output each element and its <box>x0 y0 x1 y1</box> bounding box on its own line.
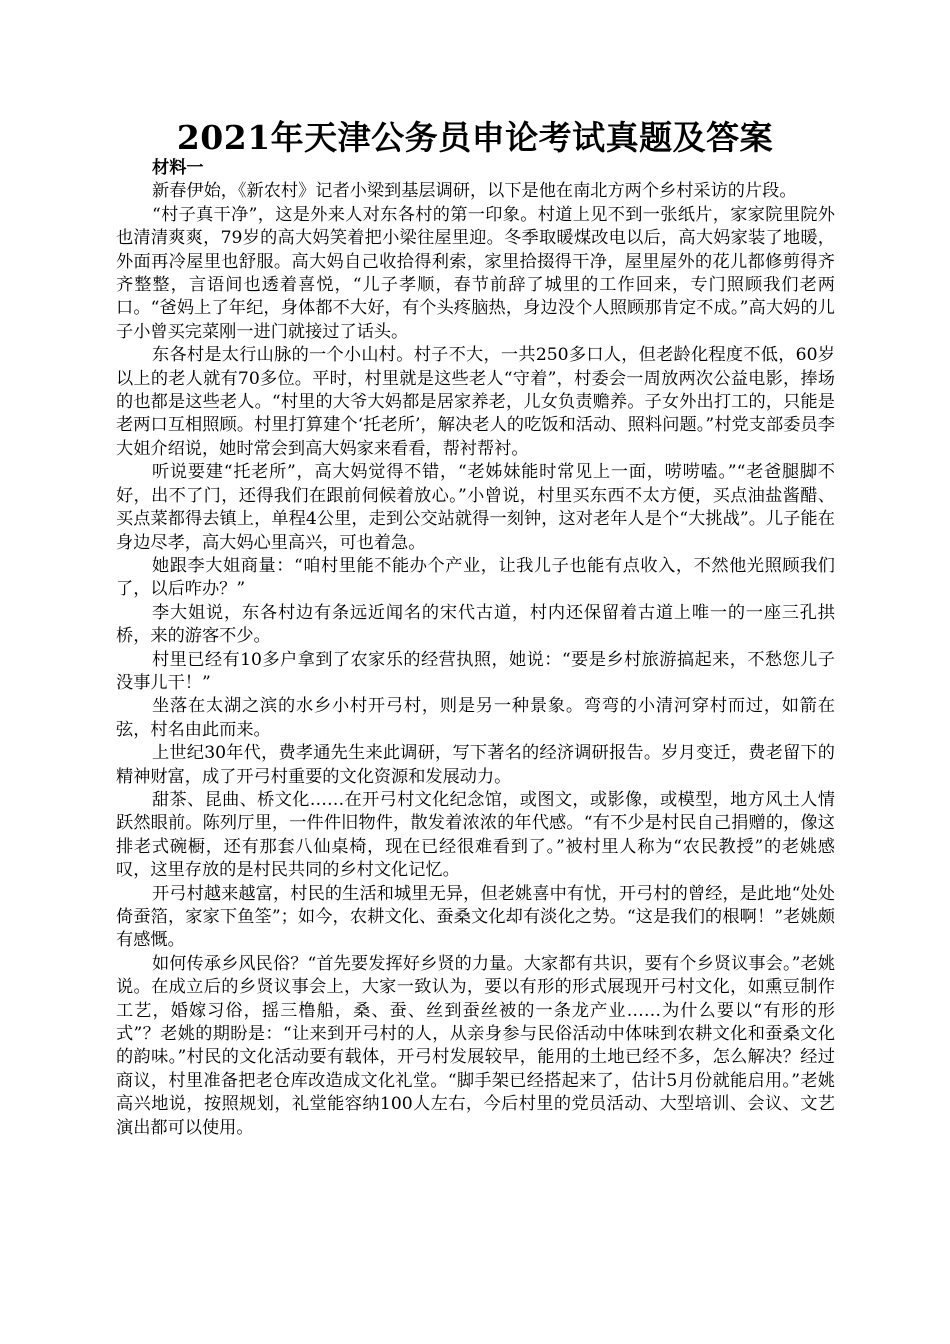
section-heading: 材料一 <box>152 158 204 178</box>
paragraph-7: 村里已经有10多户拿到了农家乐的经营执照，她说：“要是乡村旅游搞起来，不愁您儿子没事儿干！” <box>116 649 835 693</box>
paragraph-2: “村子真干净”，这是外来人对东各村的第一印象。村道上见不到一张纸片，家家院里院外也清清爽爽，79岁的高大妈笑着把小梁往屋里迎。冬季取暖煤改电以后，高大妈家装了地暖，外面再冷屋里也舒服。高大妈自己收拾得利索，家里拾掇得干净，屋里屋外的花儿都修剪得齐齐整整，言语间也透着喜悦，“儿子孝顺，春节前辞了城里的工作回来，专门照顾我们老两口。“爸妈上了年纪，身体都不大好，有个头疼脑热，身边没个人照顾那肯定不成。”高大妈的儿子小曾买完菜刚一进门就接过了话头。 <box>116 204 835 342</box>
paragraph-9: 上世纪30年代，费孝通先生来此调研，写下著名的经济调研报告。岁月变迁，费老留下的精神财富，成了开弓村重要的文化资源和发展动力。 <box>116 743 835 787</box>
paragraph-1: 新春伊始，《新农村》记者小梁到基层调研，以下是他在南北方两个乡村采访的片段。 <box>152 181 797 202</box>
paragraph-4: 听说要建“托老所”，高大妈觉得不错，“老姊妹能时常见上一面，唠唠嗑。”“老爸腿脚不好，出不了门，还得我们在跟前伺候着放心。”小曾说，村里买东西不太方便，买点油盐酱醋、买点菜都得去镇上，单程4公里，走到公交站就得一刻钟，这对老年人是个“大挑战”。儿子能在身边尽孝，高大妈心里高兴，可也着急。 <box>116 462 835 553</box>
document-title: 2021年天津公务员申论考试真题及答案 <box>176 118 774 157</box>
paragraph-12: 如何传承乡风民俗？“首先要发挥好乡贤的力量。大家都有共识，要有个乡贤议事会。”老姚说。在成立后的乡贤议事会上，大家一致认为，要以有形的形式展现开弓村文化，如熏豆制作工艺，婚嫁习俗，摇三橹船，桑、蚕、丝到蚕丝被的一条龙产业……为什么要以“有形的形式”？老姚的期盼是：“让来到开弓村的人，从亲身参与民俗活动中体味到农耕文化和蚕桑文化的韵味。”村民的文化活动要有载体，开弓村发展较早，能用的土地已经不多，怎么解决？经过商议，村里准备把老仓库改造成文化礼堂。“脚手架已经搭起来了，估计5月份就能启用。”老姚高兴地说，按照规划，礼堂能容纳100人左右，今后村里的党员活动、大型培训、会议、文艺演出都可以使用。 <box>116 953 835 1138</box>
paragraph-6: 李大姐说，东各村边有条远近闻名的宋代古道，村内还保留着古道上唯一的一座三孔拱桥，来的游客不少。 <box>116 602 835 647</box>
paragraph-5: 她跟李大姐商量：“咱村里能不能办个产业，让我儿子也能有点收入，不然他光照顾我们了，以后咋办？” <box>116 555 835 600</box>
paragraph-8: 坐落在太湖之滨的水乡小村开弓村，则是另一种景象。弯弯的小清河穿村而过，如箭在弦，村名由此而来。 <box>116 696 835 740</box>
document-body <box>116 157 835 1140</box>
paragraph-11: 开弓村越来越富，村民的生活和城里无异，但老姚喜中有忧，开弓村的曾经，是此地“处处倚蚕箔，家家下鱼筌”；如今，农耕文化、蚕桑文化却有淡化之势。“这是我们的根啊！”老姚颇有感慨。 <box>116 883 835 951</box>
paragraph-3: 东各村是太行山脉的一个小山村。村子不大，一共250多口人，但老龄化程度不低，60岁以上的老人就有70多位。平时，村里就是这些老人“守着”，村委会一周放两次公益电影，捧场的也都是这些老人。“村里的大爷大妈都是居家养老，儿女负责赡养。子女外出打工的，只能是老两口互相照顾。村里打算建个‘托老所’，解决老人的吃饭和活动、照料问题。”村党支部委员李大姐介绍说，她时常会到高大妈家来看看，帮衬帮衬。 <box>116 345 835 459</box>
paragraph-10: 甜茶、昆曲、桥文化……在开弓村文化纪念馆，或图文，或影像，或模型，地方风土人情跃然眼前。陈列厅里，一件件旧物件，散发着浓浓的年代感。“有不少是村民自己捐赠的，像这排老式碗橱，还有那套八仙桌椅，现在已经很难看到了。”被村里人称为“农民教授”的老姚感叹，这里存放的是村民共同的乡村文化记忆。 <box>116 789 835 881</box>
